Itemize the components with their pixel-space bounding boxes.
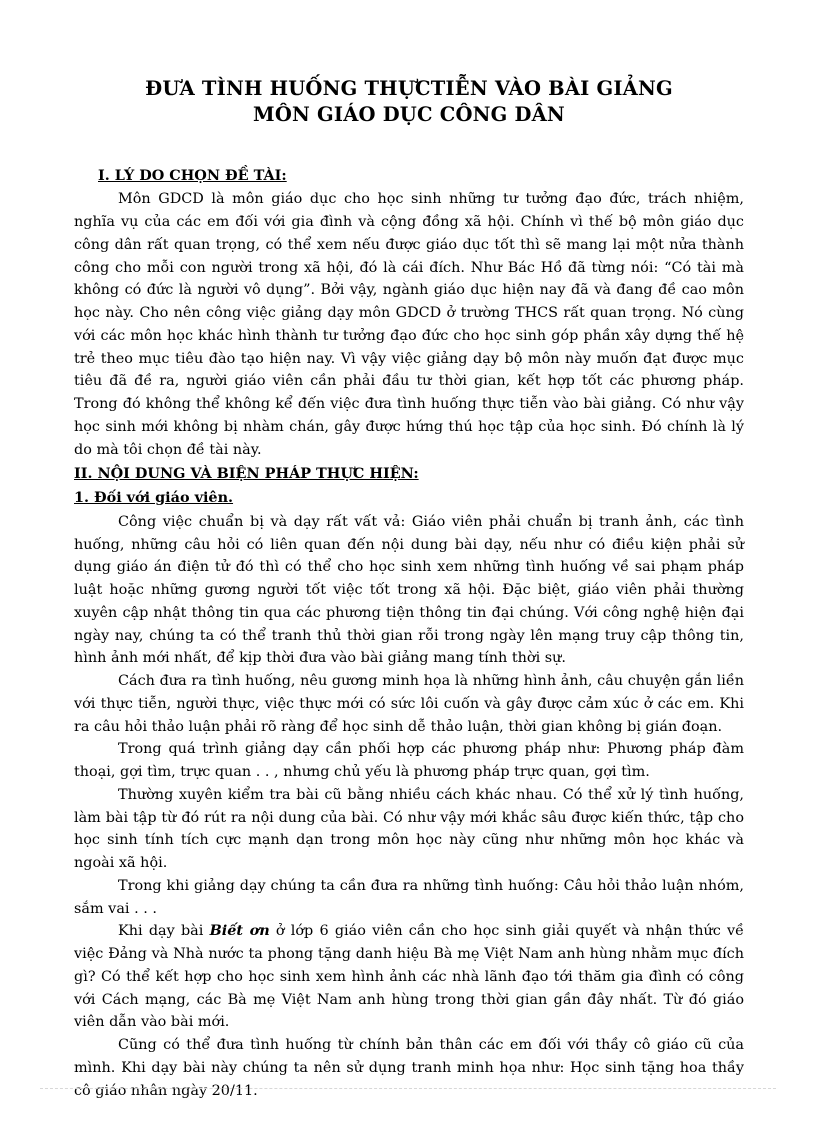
heading-reason: I. LÝ DO CHỌN ĐỀ TÀI: bbox=[98, 166, 287, 184]
lesson-prefix: Khi dạy bài bbox=[118, 923, 210, 940]
lesson-rest: ở lớp 6 giáo viên cần cho học sinh giải quyết và nhận thức về việc Đảng và Nhà nước ta phong tặng danh hiệu Bà mẹ Việt Nam anh hùng nhằm mục đích gì? Có thể kết hợp cho học sinh xem hình ảnh các nhà lãnh đạo tới thăm gia đình có công với Cách mạng, các Bà mẹ Việt Nam anh hùng trong thời gian gần đây nhất. Từ đó giáo viên dẫn vào bài mới. bbox=[74, 923, 744, 1031]
lesson-title-emphasis: Biết ơn bbox=[209, 922, 270, 940]
document-title-line-1: ĐƯA TÌNH HUỐNG THỰCTIỄN VÀO BÀI GIẢNG bbox=[145, 77, 673, 100]
paragraph-teacher-3: Trong quá trình giảng dạy cần phối hợp các phương pháp như: Phương pháp đàm thoại, gợi tìm, trực quan . . , nhưng chủ yếu là phương pháp trực quan, gợi tìm. bbox=[74, 741, 744, 781]
heading-teacher: 1. Đối với giáo viên. bbox=[74, 489, 234, 507]
paragraph-teacher-1: Công việc chuẩn bị và dạy rất vất vả: Giáo viên phải chuẩn bị tranh ảnh, các tình huống, những câu hỏi có liên quan đến nội dung bài dạy, nếu như có điều kiện phải sử dụng giáo án điện tử đó thì có thể cho học sinh xem những tình huống về sai phạm pháp luật hoặc những gương người tốt việc tốt trong xã hội. Đặc biệt, giáo viên phải thường xuyên cập nhật thông tin qua các phương tiện thông tin đại chúng. Với công nghệ hiện đại ngày nay, chúng ta có thể tranh thủ thời gian rỗi trong ngày lên mạng truy cập thông tin, hình ảnh mới nhất, để kịp thời đưa vào bài giảng mang tính thời sự. bbox=[74, 513, 744, 667]
heading-content: II. NỘI DUNG VÀ BIỆN PHÁP THỰC HIỆN: bbox=[74, 465, 419, 483]
paragraph-reason: Môn GDCD là môn giáo dục cho học sinh những tư tưởng đạo đức, trách nhiệm, nghĩa vụ của các em đối với gia đình và cộng đồng xã hội. Chính vì thế bộ môn giáo dục công dân rất quan trọng, có thể xem nếu được giáo dục tốt thì sẽ mang lại một nửa thành công cho mỗi con người trong xã hội, đó là cái đích. Như Bác Hồ đã từng nói: “Có tài mà không có đức là người vô dụng”. Bởi vậy, ngành giáo dục hiện nay đã và đang đề cao môn học này. Cho nên công việc giảng dạy môn GDCD ở trường THCS rất quan trọng. Nó cùng với các môn học khác hình thành tư tưởng đạo đức cho học sinh góp phần xây dựng thế hệ trẻ theo mục tiêu đào tạo hiện nay. Vì vậy việc giảng dạy bộ môn này muốn đạt được mục tiêu đã đề ra, người giáo viên cần phải đầu tư thời gian, kết hợp tốt các phương pháp. Trong đó không thể không kể đến việc đưa tình huống thực tiễn vào bài giảng. Có như vậy học sinh mới không bị nhàm chán, gây được hứng thú học tập của học sinh. Đó chính là lý do mà tôi chọn đề tài này. bbox=[74, 191, 744, 458]
page-footer-divider bbox=[40, 1088, 776, 1089]
paragraph-teacher-2: Cách đưa ra tình huống, nêu gương minh họa là những hình ảnh, câu chuyện gắn liền với thực tiễn, người thực, việc thực mới có sức lôi cuốn và gây được cảm xúc ở các em. Khi ra câu hỏi thảo luận phải rõ ràng để học sinh dễ thảo luận, thời gian không bị gián đoạn. bbox=[74, 673, 744, 735]
paragraph-lesson-example bbox=[74, 920, 744, 1034]
paragraph-teacher-5: Trong khi giảng dạy chúng ta cần đưa ra những tình huống: Câu hỏi thảo luận nhóm, sắm vai . . . bbox=[74, 877, 744, 917]
document-title-line-2: MÔN GIÁO DỤC CÔNG DÂN bbox=[253, 103, 565, 127]
paragraph-teacher-4: Thường xuyên kiểm tra bài cũ bằng nhiều cách khác nhau. Có thể xử lý tình huống, làm bài tập từ đó rút ra nội dung của bài. Có như vậy mới khắc sâu được kiến thức, tập cho học sinh tính tích cực mạnh dạn trong môn học này cũng như những môn học khác và ngoài xã hội. bbox=[74, 786, 744, 872]
document-title bbox=[74, 76, 744, 129]
paragraph-closing: Cũng có thể đưa tình huống từ chính bản thân các em đối với thầy cô giáo cũ của mình. Khi dạy bài này chúng ta nên sử dụng tranh minh họa như: Học sinh tặng hoa thầy cô giáo nhân ngày 20/11. bbox=[74, 1037, 744, 1099]
document-body bbox=[74, 165, 744, 1103]
